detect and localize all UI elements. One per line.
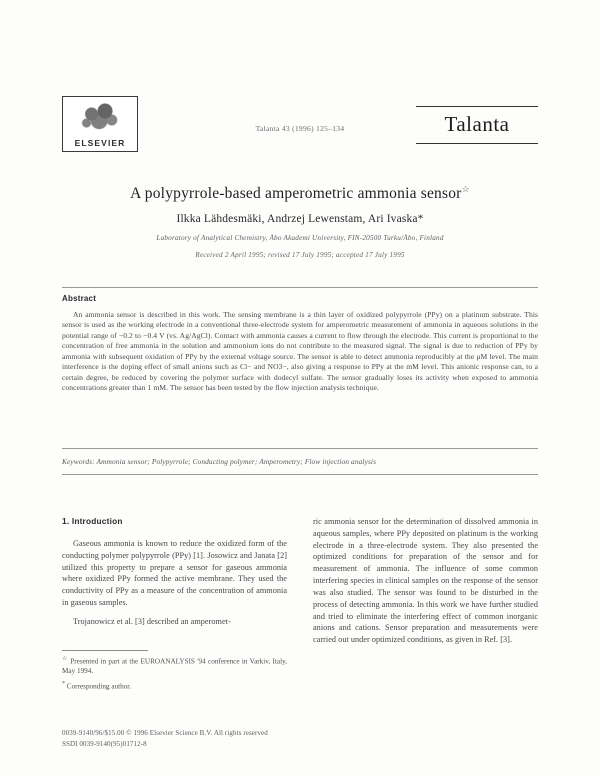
footnotes	[62, 655, 287, 694]
ssdi-line: SSDI 0039-9140(95)01712-8	[62, 739, 147, 748]
page-title	[62, 184, 538, 203]
copyright-line: 0039-9140/96/$15.00 © 1996 Elsevier Science B.V. All rights reserved	[62, 729, 268, 737]
column-right	[313, 516, 538, 653]
title-block	[62, 184, 538, 259]
footnote-marker: *	[62, 680, 65, 687]
author-list: Ilkka Lähdesmäki, Andrzej Lewenstam, Ari Ivaska*	[176, 213, 424, 226]
section-heading-introduction: 1. Introduction	[62, 516, 123, 526]
paragraph: Trojanowicz et al. [3] described an amperomet-	[73, 616, 231, 626]
publisher-name: ELSEVIER	[74, 138, 126, 148]
footnote-item	[62, 680, 287, 691]
footnote-item	[62, 655, 287, 677]
journal-citation: Talanta 43 (1996) 125–134	[255, 124, 345, 133]
article-title-text: A polypyrrole-based amperometric ammonia sensor	[130, 185, 462, 203]
keywords-rule	[62, 474, 538, 475]
affiliation: Laboratory of Analytical Chemistry, Åbo Akademi University, FIN-20500 Turku/Åbo, Finland	[156, 234, 444, 243]
journal-title-block	[416, 96, 538, 154]
title-footnote-marker: ☆	[461, 184, 470, 194]
footnote-text: Corresponding author.	[66, 681, 132, 690]
page-footer	[62, 728, 538, 749]
column-left	[62, 516, 287, 635]
abstract-heading: Abstract	[62, 294, 97, 303]
paragraph: Gaseous ammonia is known to reduce the oxidized form of the conducting polymer polypyrrole (PPy) [1]. Josowicz and Janata [2] utilized this property to prepare a sensor for gaseous ammonia where oxidized PPy formed the active membrane. They used the conductivity of PPy as a measure of the concentration of ammonia in gaseous samples.	[62, 539, 287, 608]
footnote-marker: ☆	[62, 656, 68, 662]
paragraph: ric ammonia sensor for the determination of dissolved ammonia in aqueous samples, where PPy deposited on platinum is the working electrode in a three-electrode system. They also presented the optimized conditions for preparation of the sensor and for measurement of ammonia. The influence of some common interfering species in clinical samples on the response of the sensor was also studied. The sensor was found to be disturbed in the process of detecting ammonia. In this work we have further studied and tried to eliminate the interfering effect of common inorganic anions and cations. Sensor preparation and measurements were carried out under optimized conditions, as given in Ref. [3].	[313, 517, 538, 645]
journal-rule-bottom	[416, 143, 538, 144]
abstract-rule-bottom	[62, 448, 538, 449]
keywords-label: Keywords:	[62, 457, 95, 466]
keywords	[62, 457, 538, 466]
abstract-text: An ammonia sensor is described in this work. The sensing membrane is a thin layer of oxidized polypyrrole (PPy) on a platinum substrate. This sensor is used as the working electrode in a conventional three-electrode system for amperometric measurement of ammonia in aqueous solutions in the potential range of −0.2 to −0.4 V (vs. Ag/AgCl). Contact with ammonia causes a current to flow through the electrode. This current is proportional to the concentration of free ammonia in the solution and ammonium ions do not contribute to the measured signal. The signal is due to reduction of PPy by ammonia with subsequent oxidation of PPy by the external voltage source. The sensor is able to detect ammonia reproducibly at the μM level. The main interference is the doping effect of small anions such as Cl− and NO3−, also giving a response to PPy at the mM level. This anionic response can, to a certain degree, be reduced by covering the polymer surface with dodecyl sulfate. The sensor gradually loses its activity when exposed to ammonia concentrations greater than 1 mM. The sensor has been tested by the flow injection analysis technique.	[62, 310, 538, 393]
journal-name: Talanta	[444, 112, 510, 136]
masthead	[62, 96, 538, 158]
keywords-text: Ammonia sensor; Polypyrrole; Conducting polymer; Amperometry; Flow injection analysis	[96, 457, 377, 466]
received-dates: Received 2 April 1995; revised 17 July 1995; accepted 17 July 1995	[195, 251, 405, 260]
abstract-section	[62, 294, 538, 394]
footnote-text: Presented in part at the EUROANALYSIS '94 conference in Varkiv, Italy, May 1994.	[62, 657, 287, 676]
abstract-rule-top	[62, 287, 538, 288]
footnote-separator	[62, 650, 148, 651]
